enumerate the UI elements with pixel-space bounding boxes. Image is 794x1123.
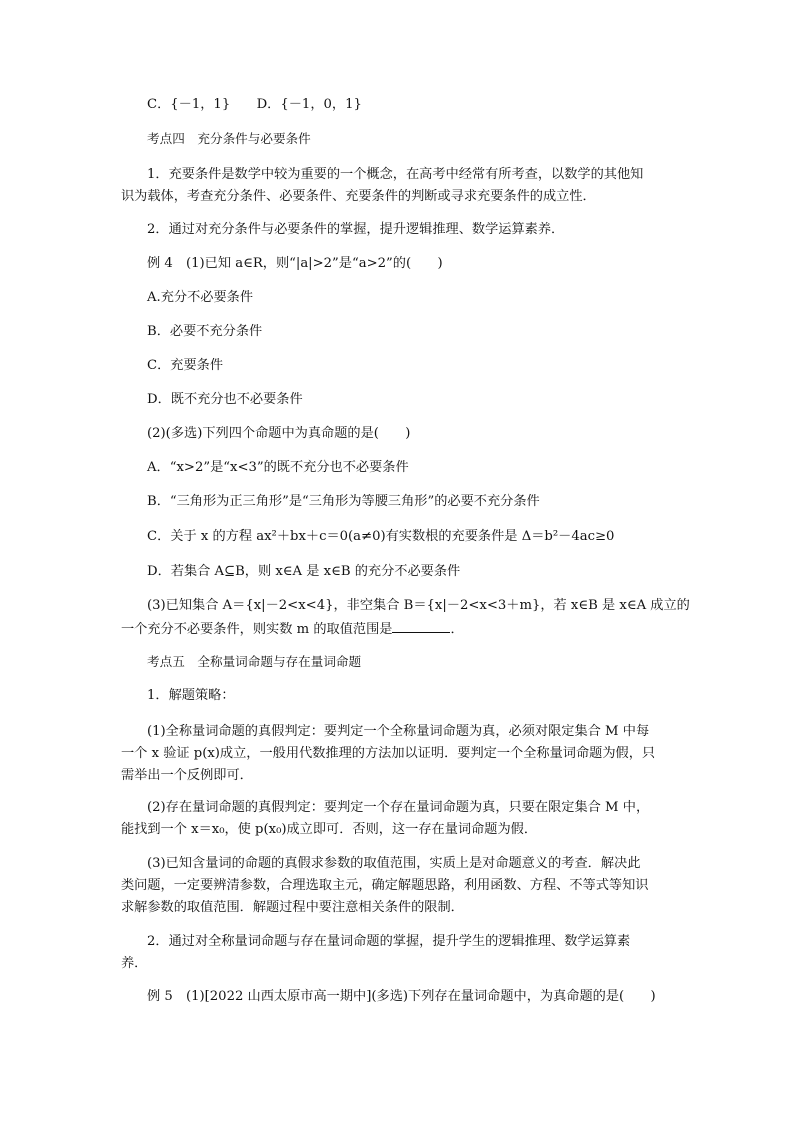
paragraph-line: 1．充要条件是数学中较为重要的一个概念，在高考中经常有所考查，以数学的其他知: [147, 167, 644, 182]
paragraph-line: (2)存在量词命题的真假判定：要判定一个存在量词命题为真，只要在限定集合 M 中，: [147, 800, 650, 815]
paragraph-line: 求解参数的取值范围．解题过程中要注意相关条件的限制．: [121, 900, 464, 915]
paragraph-line: 1．解题策略：: [147, 688, 235, 703]
paragraph-line: 一个 x 验证 p(x)成立，一般用代数推理的方法加以证明．要判定一个全称量词命题为假，只: [121, 746, 656, 761]
paragraph-line: 2．通过对充分条件与必要条件的掌握，提升逻辑推理、数学运算素养．: [147, 222, 565, 237]
paragraph-line: (3)已知含量词的命题的真假求参数的取值范围，实质上是对命题意义的考查．解决此: [147, 856, 641, 871]
option-b: B．必要不充分条件: [147, 324, 263, 339]
example-4-q1: 例 4 (1)已知 a∈R，则“|a|>2”是“a>2”的( ): [147, 256, 443, 271]
question-text: 一个充分不必要条件，则实数 m 的取值范围是: [121, 622, 393, 637]
paragraph-line: 需举出一个反例即可．: [121, 768, 253, 783]
option-a: A．“x>2”是“x<3”的既不充分也不必要条件: [147, 460, 409, 475]
paragraph-line: 养．: [121, 956, 148, 971]
example-4-q2: (2)(多选)下列四个命题中为真命题的是( ): [147, 426, 411, 441]
option-c: C．关于 x 的方程 ax²＋bx＋c＝0(a≠0)有实数根的充要条件是 Δ＝b²－4ac≥0: [147, 529, 615, 544]
paragraph-line: 能找到一个 x＝x₀，使 p(x₀)成立即可．否则，这一存在量词命题为假．: [121, 822, 538, 837]
section-heading-5: 考点五 全称量词命题与存在量词命题: [147, 654, 362, 669]
option-a: A.充分不必要条件: [147, 290, 254, 305]
question-end: ．: [450, 622, 464, 637]
paragraph-line: 类问题，一定要辨清参数，合理选取主元，确定解题思路，利用函数、方程、不等式等知识: [121, 878, 649, 893]
section-heading-4: 考点四 充分条件与必要条件: [147, 131, 311, 146]
example-5-q1: 例 5 (1)[2022 山西太原市高一期中](多选)下列存在量词命题中，为真命题的是( ): [147, 989, 656, 1004]
paragraph-line: (1)全称量词命题的真假判定：要判定一个全称量词命题为真，必须对限定集合 M 中每: [147, 724, 650, 739]
option-c-d-prev: C．{－1，1} D．{－1，0，1}: [147, 97, 362, 112]
paragraph-line: 2．通过对全称量词命题与存在量词命题的掌握，提升学生的逻辑推理、数学运算素: [147, 934, 631, 949]
example-4-q3-cont: [121, 620, 694, 638]
answer-blank[interactable]: [392, 620, 450, 633]
option-d: D．既不充分也不必要条件: [147, 392, 303, 407]
option-c: C．充要条件: [147, 358, 224, 373]
option-d: D．若集合 A⊆B，则 x∈A 是 x∈B 的充分不必要条件: [147, 564, 461, 579]
example-4-q3: (3)已知集合 A＝{x|－2<x<4}，非空集合 B＝{x|－2<x<3＋m}，若 x∈B 是 x∈A 成立的: [147, 598, 690, 613]
paragraph-line: 识为载体，考查充分条件、必要条件、充要条件的判断或寻求充要条件的成立性．: [121, 189, 596, 204]
option-b: B．“三角形为正三角形”是“三角形为等腰三角形”的必要不充分条件: [147, 494, 540, 509]
